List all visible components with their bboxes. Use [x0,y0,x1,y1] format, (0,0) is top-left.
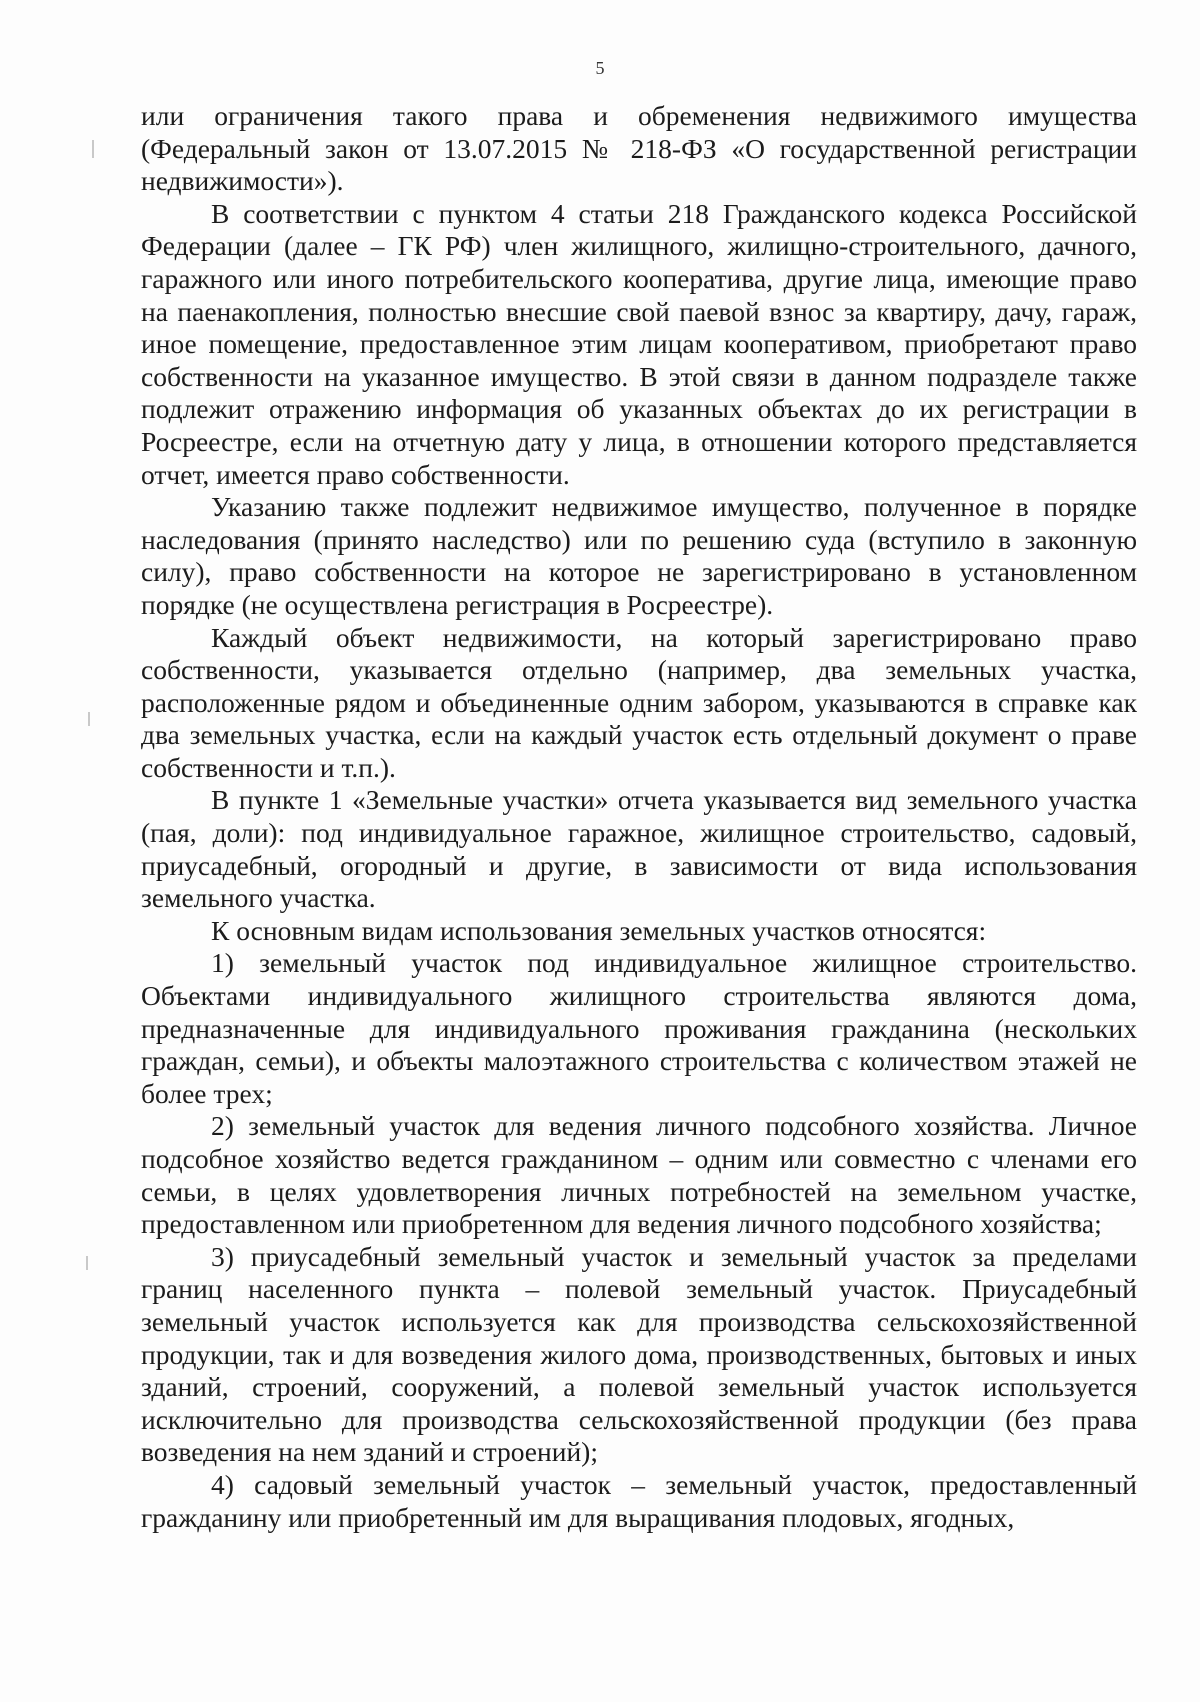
scan-artifact [88,712,90,726]
scan-artifact [86,1256,88,1270]
list-item: 2) земельный участок для ведения личного подсобного хозяйства. Личное подсобное хозяйство ведется гражданином – одним или совместно с членами его семьи, в целях удовлетворения личных потребностей на земельном участке, предоставленном или приобретенном для ведения личного подсобного хозяйства; [141,1110,1137,1240]
paragraph-continuation: или ограничения такого права и обременения недвижимого имущества (Федеральный закон от 13.07.2015 № 218-ФЗ «О государственной регистрации недвижимости»). [141,100,1137,197]
page-number: 5 [595,58,605,78]
paragraph: В соответствии с пунктом 4 статьи 218 Гражданского кодекса Российской Федерации (далее – ГК РФ) член жилищного, жилищно-строительного, дачного, гаражного или иного потребительского кооператива, другие лица, имеющие право на паенакопления, полностью внесшие свой паевой взнос за квартиру, дачу, гараж, иное помещение, предоставленное этим лицам кооперативом, приобретают право собственности на указанное имущество. В этой связи в данном подразделе также подлежит отражению информация об указанных объектах до их регистрации в Росреестре, если на отчетную дату у лица, в отношении которого представляется отчет, имеется право собственности. [141,197,1137,490]
paragraph: В пункте 1 «Земельные участки» отчета указывается вид земельного участка (пая, доли): под индивидуальное гаражное, жилищное строительство, садовый, приусадебный, огородный и другие, в зависимости от вида использования земельного участка. [141,784,1137,914]
scan-artifact [92,140,94,158]
list-item: 3) приусадебный земельный участок и земельный участок за пределами границ населенного пункта – полевой земельный участок. Приусадебный земельный участок используется как для производства сельскохозяйственной продукции, так и для возведения жилого дома, производственных, бытовых и иных зданий, строений, сооружений, а полевой земельный участок используется исключительно для производства сельскохозяйственной продукции (без права возведения на нем зданий и строений); [141,1240,1137,1468]
paragraph: Указанию также подлежит недвижимое имущество, полученное в порядке наследования (принято наследство) или по решению суда (вступило в законную силу), право собственности на которое не зарегистрировано в установленном порядке (не осуществлена регистрация в Росреестре). [141,491,1137,620]
paragraph: Каждый объект недвижимости, на который зарегистрировано право собственности, указывается отдельно (например, два земельных участка, расположенные рядом и объединенные одним забором, указываются в справке как два земельных участка, если на каждый участок есть отдельный документ о праве собственности и т.п.). [141,621,1137,783]
document-body [141,100,1137,1534]
list-item: 4) садовый земельный участок – земельный участок, предоставленный гражданину или приобретенный им для выращивания плодовых, ягодных, [141,1468,1137,1533]
paragraph: К основным видам использования земельных участков относятся: [211,914,987,946]
list-item: 1) земельный участок под индивидуальное жилищное строительство. Объектами индивидуального жилищного строительства являются дома, предназначенные для индивидуального проживания гражданина (нескольких граждан, семьи), и объекты малоэтажного строительства с количеством этажей не более трех; [141,947,1137,1109]
